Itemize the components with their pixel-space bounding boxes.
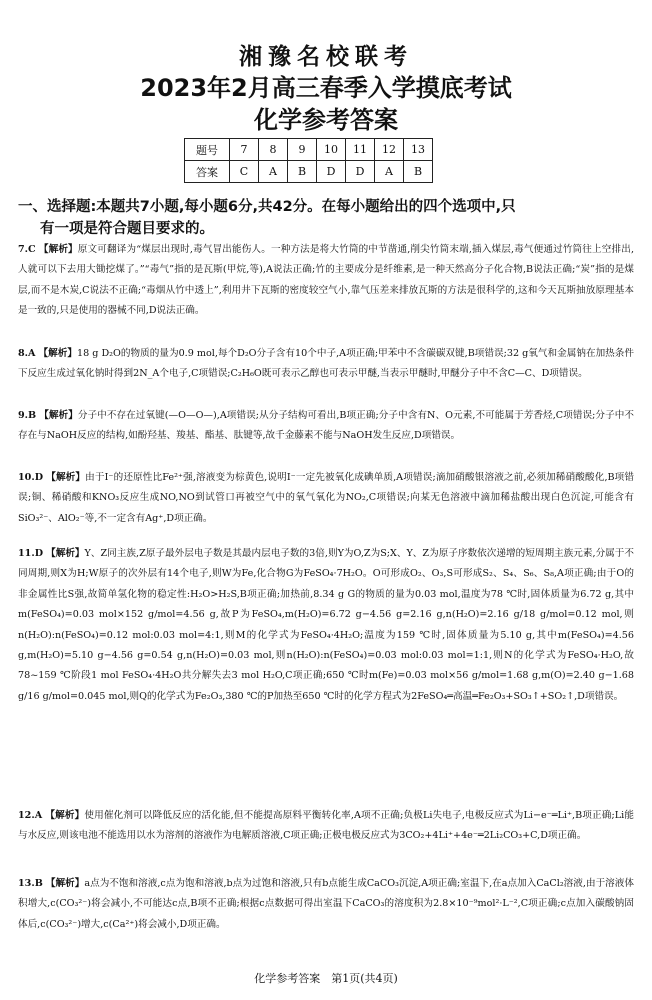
answer-cell: B — [404, 161, 433, 183]
section-heading-line1: 一、选择题:本题共7小题,每小题6分,共42分。在每小题给出的四个选项中,只 — [18, 199, 516, 215]
answer-cell: A — [375, 161, 404, 183]
section-heading-line2: 有一项是符合题目要求的。 — [40, 221, 214, 237]
answer-cell: A — [259, 161, 288, 183]
analysis-tag: 【解析】 — [46, 548, 85, 559]
exam-name-title: 2023年2月高三春季入学摸底考试 — [140, 74, 512, 102]
analysis-tag: 【解析】 — [38, 244, 78, 255]
exam-org-title: 湘豫名校联考 — [239, 44, 413, 70]
answer-cell: D — [346, 161, 375, 183]
answer-table — [184, 138, 433, 183]
answer-cell: C — [230, 161, 259, 183]
explanation-text: 由于I⁻的还原性比Fe²⁺强,溶液变为棕黄色,说明I⁻一定先被氧化成碘单质,A项错误;滴加硝酸银溶液之前,必须加稀硝酸酸化,B项错误;铜、稀硝酸和KNO₃反应生成NO,NO到试管口再被空气中的氧气氧化为NO₂,C项错误;向某无色溶液中滴加稀盐酸出现白色沉淀,可能含有SiO₃²⁻、AlO₂⁻等,不一定含有Ag⁺,D项正确。 — [18, 472, 635, 524]
explanation-text: 使用催化剂可以降低反应的活化能,但不能提高原料平衡转化率,A项不正确;负极Li失电子,电极反应式为Li−e⁻═Li⁺,B项正确;Li能与水反应,则该电池不能选用以水为溶剂的溶液作为电解质溶液,C项正确;正极电极反应式为3CO₂+4Li⁺+4e⁻═2Li₂CO₃+C,D项正确。 — [18, 810, 634, 842]
page-footer: 化学参考答案 第1页(共4页) — [254, 972, 398, 985]
number-row-label: 题号 — [185, 139, 230, 161]
analysis-tag: 【解析】 — [45, 878, 85, 889]
number-cell: 8 — [259, 139, 288, 161]
question-number: 11.D — [18, 548, 44, 559]
question-number: 10.D — [18, 472, 44, 483]
question-7-explanation — [18, 240, 634, 322]
explanation-text: Y、Z同主族,Z原子最外层电子数是其最内层电子数的3倍,则Y为O,Z为S;X、Y、Z为原子序数依次递增的短周期主族元素,分属于不同周期,则X为H;W原子的次外层有14个电子,则W为Fe,化合物G为FeSO₄·7H₂O。O可形成O₂、O₃,S可形成S₂、S₄、S₆、S₈,A项正确;由于O的非金属性比S强,故简单氢化物的稳定性:H₂O>H₂S,B项正确;加热前,8.34 g G的物质的量为0.03 mol,温度为78 ℃时,固体质量为6.72 g,其中m(FeSO₄)=0.03 mol×152 g/mol=4.56 g,故P为FeSO₄,m(H₂O)=6.72 g−4.56 g=2.16 g,n(H₂O)=2.16 g/18 g/mol=0.12 mol,则n(H₂O):n(FeSO₄)=0.12 mol:0.03 mol=4:1,则M的化学式为FeSO₄·4H₂O;温度为159 ℃时,固体质量为5.10 g,其中m(FeSO₄)=4.56 g,m(H₂O)=5.10 g−4.56 g=0.54 g,n(H₂O)=0.03 mol,则n(H₂O):n(FeSO₄)=0.03 mol:0.03 mol=1:1,则N的化学式为FeSO₄·H₂O,故78~159 ℃阶段1 mol FeSO₄·4H₂O共分解失去3 mol H₂O,C项正确;650 ℃时m(Fe)=0.03 mol×56 g/mol=1.68 g,m(O)=2.40 g−1.68 g/16 g/mol=0.045 mol,则Q的化学式为Fe₂O₃,380 ℃的P加热至650 ℃时的化学方程式为2FeSO₄═高温═Fe₂O₃+SO₃↑+SO₂↑,D项错误。 — [18, 548, 634, 702]
number-cell: 10 — [317, 139, 346, 161]
number-cell: 12 — [375, 139, 404, 161]
analysis-tag: 【解析】 — [46, 472, 86, 483]
answer-key-title: 化学参考答案 — [254, 106, 398, 134]
question-number: 7.C — [18, 244, 36, 255]
number-cell: 11 — [346, 139, 375, 161]
explanation-text: 分子中不存在过氧键(—O—O—),A项错误;从分子结构可看出,B项正确;分子中含有N、O元素,不可能属于芳香烃,C项错误;分子中不存在与NaOH反应的结构,如酚羟基、羧基、酯基、肽键等,故千金藤素不能与NaOH发生反应,D项错误。 — [18, 410, 634, 442]
analysis-tag: 【解析】 — [39, 410, 78, 421]
analysis-tag: 【解析】 — [45, 810, 85, 821]
answer-row-label: 答案 — [185, 161, 230, 183]
question-9-explanation — [18, 406, 634, 447]
answer-cell: B — [288, 161, 317, 183]
section-heading — [18, 196, 638, 240]
question-12-explanation — [18, 806, 634, 847]
explanation-text: 18 g D₂O的物质的量为0.9 mol,每个D₂O分子含有10个中子,A项正确;甲苯中不含碳碳双键,B项错误;32 g氧气和金属钠在加热条件下反应生成过氧化钠时得到2N_A个电子,C项错误;C₂H₆O既可表示乙醇也可表示甲醚,当表示甲醚时,甲醚分子中不含C—C、D项错误。 — [18, 348, 634, 380]
explanation-text: 原文可翻译为“煤层出现时,毒气冒出能伤人。一种方法是将大竹筒的中节凿通,削尖竹筒末端,插入煤层,毒气便通过竹筒往上空排出,人就可以下去用大锄挖煤了。”“毒气”指的是瓦斯(甲烷,等),A说法正确;竹的主要成分是纤维素,是一种天然高分子化合物,B说法正确;“炭”指的是煤层,而不是木炭,C说法不正确;“毒烟从竹中透上”,利用井下瓦斯的密度较空气小,靠气压差来排放瓦斯的方法是很科学的,这和今天瓦斯抽放原理基本是一致的,只是使用的器械不同,D说法正确。 — [18, 244, 634, 317]
answer-table-answer-row — [185, 161, 433, 183]
explanation-text: a点为不饱和溶液,c点为饱和溶液,b点为过饱和溶液,只有b点能生成CaCO₃沉淀,A项正确;室温下,在a点加入CaCl₂溶液,由于溶液体积增大,c(CO₃²⁻)将会减小,不可能达c点,B项不正确;根据c点数据可得出室温下CaCO₃的溶度积为2.8×10⁻⁹mol²·L⁻²,C项正确;c点加入碳酸钠固体后,c(CO₃²⁻)增大,c(Ca²⁺)将会减小,D项正确。 — [18, 878, 635, 930]
question-number: 8.A — [18, 348, 36, 359]
question-number: 12.A — [18, 810, 43, 821]
answer-cell: D — [317, 161, 346, 183]
question-11-explanation — [18, 544, 634, 707]
question-8-explanation — [18, 344, 634, 385]
answer-table-number-row — [185, 139, 433, 161]
analysis-tag: 【解析】 — [38, 348, 77, 359]
question-10-explanation — [18, 468, 634, 529]
number-cell: 9 — [288, 139, 317, 161]
question-number: 9.B — [18, 410, 37, 421]
number-cell: 13 — [404, 139, 433, 161]
question-13-explanation — [18, 874, 634, 935]
number-cell: 7 — [230, 139, 259, 161]
question-number: 13.B — [18, 878, 43, 889]
